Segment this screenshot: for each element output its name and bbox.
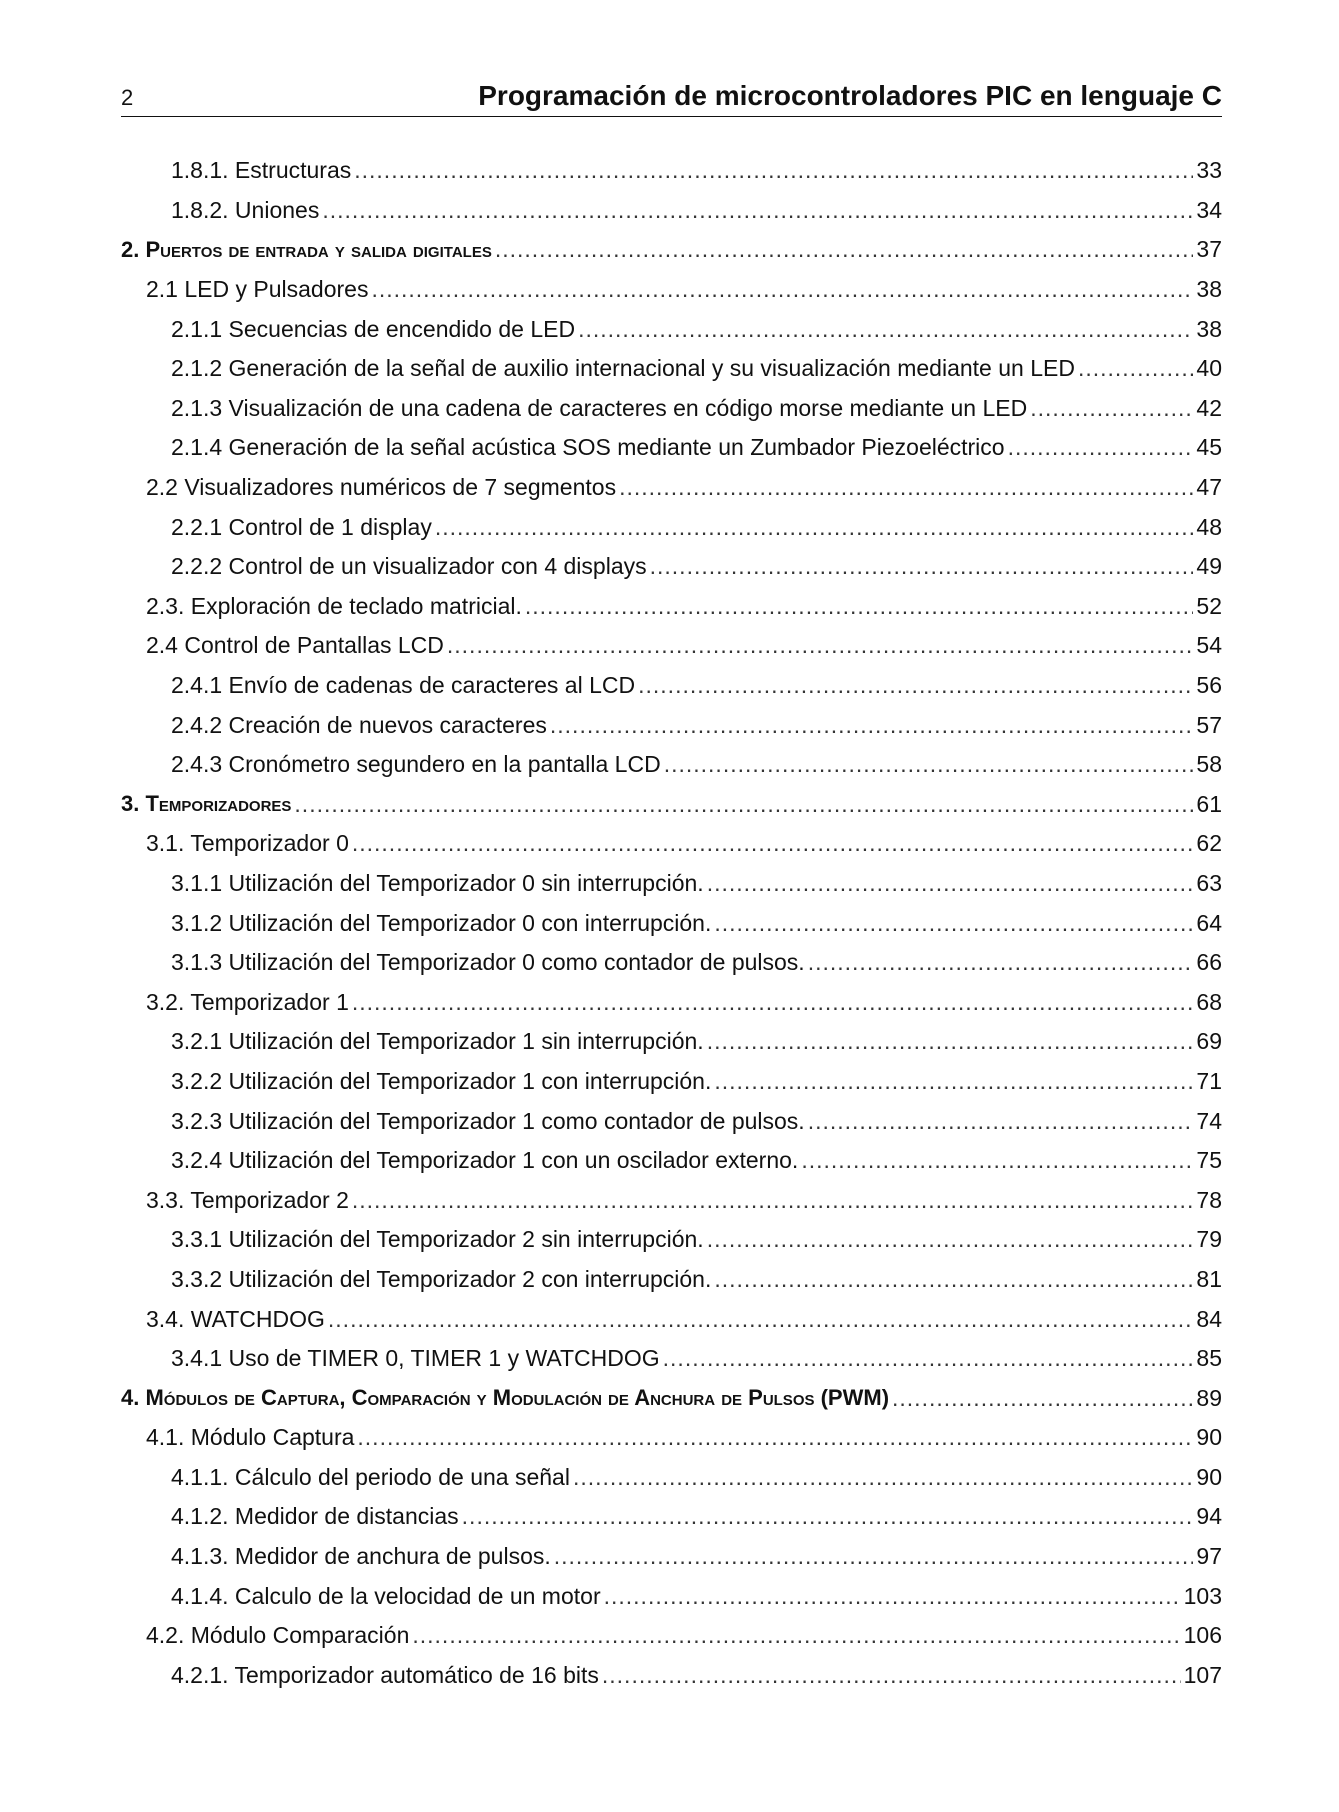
toc-entry-title: 3.2.2 Utilización del Temporizador 1 con interrupción. <box>171 1067 712 1094</box>
dot-leader <box>371 276 1193 303</box>
toc-entry[interactable] <box>121 824 1222 864</box>
dot-leader <box>578 316 1193 343</box>
toc-entry-title: 4.1.4. Calculo de la velocidad de un motor <box>171 1582 601 1609</box>
toc-entry-page: 81 <box>1196 1265 1222 1292</box>
toc-entry-page: 64 <box>1196 909 1222 936</box>
dot-leader <box>663 1345 1194 1372</box>
toc-entry[interactable] <box>121 1022 1222 1062</box>
toc-entry[interactable] <box>121 349 1222 389</box>
toc-entry-title: 4.1.2. Medidor de distancias <box>171 1503 459 1530</box>
dot-leader <box>892 1385 1193 1412</box>
toc-entry-title: 1.8.2. Uniones <box>171 196 320 223</box>
toc-entry[interactable] <box>121 1260 1222 1300</box>
toc-entry[interactable] <box>121 309 1222 349</box>
toc-entry[interactable] <box>121 547 1222 587</box>
toc-entry-title: 3.2. Temporizador 1 <box>146 988 349 1015</box>
toc-entry-title: 2.4.2 Creación de nuevos caracteres <box>171 711 547 738</box>
dot-leader <box>1078 355 1193 382</box>
toc-entry-page: 103 <box>1183 1582 1222 1609</box>
toc-entry[interactable] <box>121 1656 1222 1696</box>
dot-leader <box>352 989 1194 1016</box>
toc-entry[interactable] <box>121 507 1222 547</box>
toc-entry[interactable] <box>121 1616 1222 1656</box>
table-of-contents <box>121 151 1222 1695</box>
dot-leader <box>322 197 1193 224</box>
toc-entry-page: 62 <box>1196 830 1222 857</box>
toc-entry[interactable] <box>121 1418 1222 1458</box>
toc-entry[interactable] <box>121 428 1222 468</box>
toc-entry-page: 75 <box>1196 1147 1222 1174</box>
dot-leader <box>1030 395 1193 422</box>
toc-entry-page: 69 <box>1196 1028 1222 1055</box>
toc-entry-title: 4.1.3. Medidor de anchura de pulsos. <box>171 1543 551 1570</box>
toc-entry[interactable] <box>121 191 1222 231</box>
toc-entry-page: 52 <box>1196 592 1222 619</box>
dot-leader <box>714 910 1193 937</box>
dot-leader <box>573 1464 1193 1491</box>
toc-entry-title: 4.1.1. Cálculo del periodo de una señal <box>171 1463 570 1490</box>
toc-entry-title: 3.1.2 Utilización del Temporizador 0 con interrupción. <box>171 909 712 936</box>
toc-entry-page: 49 <box>1196 553 1222 580</box>
dot-leader <box>495 236 1194 263</box>
dot-leader <box>604 1583 1181 1610</box>
toc-entry-page: 84 <box>1196 1305 1222 1332</box>
toc-entry-page: 34 <box>1196 196 1222 223</box>
toc-entry-title: 3.1.3 Utilización del Temporizador 0 como contador de pulsos. <box>171 949 805 976</box>
toc-entry-page: 37 <box>1196 236 1222 263</box>
toc-entry-page: 90 <box>1196 1424 1222 1451</box>
toc-entry-title: 2.1.1 Secuencias de encendido de LED <box>171 315 576 342</box>
toc-entry-page: 48 <box>1196 513 1222 540</box>
toc-entry-title: 3.1. Temporizador 0 <box>146 830 349 857</box>
dot-leader <box>462 1503 1194 1530</box>
toc-entry[interactable] <box>121 1497 1222 1537</box>
toc-entry-title: 3.3.1 Utilización del Temporizador 2 sin interrupción. <box>171 1226 704 1253</box>
toc-entry-page: 38 <box>1196 276 1222 303</box>
toc-entry[interactable] <box>121 1458 1222 1498</box>
dot-leader <box>550 712 1194 739</box>
toc-entry-page: 54 <box>1196 632 1222 659</box>
toc-entry-title: 2.1.2 Generación de la señal de auxilio internacional y su visualización mediante un LED <box>171 355 1075 382</box>
toc-entry-title: 2.4.3 Cronómetro segundero en la pantalla LCD <box>171 751 661 778</box>
dot-leader <box>808 949 1194 976</box>
dot-leader <box>352 830 1194 857</box>
dot-leader <box>1008 434 1194 461</box>
toc-entry-title: 2.1.4 Generación de la señal acústica SOS mediante un Zumbador Piezoeléctrico <box>171 434 1005 461</box>
toc-entry-page: 40 <box>1196 355 1222 382</box>
toc-entry-page: 78 <box>1196 1186 1222 1213</box>
toc-entry-page: 45 <box>1196 434 1222 461</box>
dot-leader <box>619 474 1193 501</box>
toc-entry-title: 4.2.1. Temporizador automático de 16 bits <box>171 1661 599 1688</box>
toc-entry-title: 2.2.2 Control de un visualizador con 4 displays <box>171 553 647 580</box>
toc-entry[interactable] <box>121 666 1222 706</box>
toc-entry-page: 63 <box>1196 869 1222 896</box>
page-header <box>121 78 1222 117</box>
toc-entry[interactable] <box>121 151 1222 191</box>
dot-leader <box>801 1147 1193 1174</box>
toc-entry[interactable] <box>121 1180 1222 1220</box>
toc-entry-page: 38 <box>1196 315 1222 342</box>
toc-entry-page: 42 <box>1196 394 1222 421</box>
toc-entry[interactable] <box>121 943 1222 983</box>
toc-entry-title: 1.8.1. Estructuras <box>171 157 352 184</box>
dot-leader <box>354 157 1193 184</box>
toc-entry[interactable] <box>121 1339 1222 1379</box>
toc-entry-page: 89 <box>1196 1384 1222 1411</box>
dot-leader <box>664 751 1194 778</box>
toc-entry-title: 3.2.3 Utilización del Temporizador 1 como contador de pulsos. <box>171 1107 805 1134</box>
dot-leader <box>352 1187 1194 1214</box>
dot-leader <box>707 870 1194 897</box>
toc-entry[interactable] <box>121 705 1222 745</box>
toc-entry-title: 3.1.1 Utilización del Temporizador 0 sin interrupción. <box>171 869 704 896</box>
toc-entry-title: 3.4.1 Uso de TIMER 0, TIMER 1 y WATCHDOG <box>171 1345 660 1372</box>
toc-entry-title: 2.4 Control de Pantallas LCD <box>146 632 444 659</box>
toc-entry[interactable] <box>121 1537 1222 1577</box>
dot-leader <box>294 791 1193 818</box>
toc-entry-page: 57 <box>1196 711 1222 738</box>
book-title: Programación de microcontroladores PIC en lenguaje C <box>478 80 1222 111</box>
toc-entry-title: 3. Temporizadores <box>121 791 292 817</box>
dot-leader <box>714 1068 1193 1095</box>
toc-entry-title: 4. Módulos de Captura, Comparación y Modulación de Anchura de Pulsos (PWM) <box>121 1385 890 1411</box>
toc-entry-page: 74 <box>1196 1107 1222 1134</box>
toc-entry-title: 2.2 Visualizadores numéricos de 7 segmentos <box>146 474 617 501</box>
toc-entry-title: 2.4.1 Envío de cadenas de caracteres al LCD <box>171 672 636 699</box>
dot-leader <box>808 1108 1194 1135</box>
dot-leader <box>412 1622 1180 1649</box>
toc-entry[interactable] <box>121 1378 1222 1418</box>
toc-entry[interactable] <box>121 389 1222 429</box>
toc-entry-title: 2.1 LED y Pulsadores <box>146 276 369 303</box>
dot-leader <box>714 1266 1193 1293</box>
toc-entry-page: 85 <box>1196 1345 1222 1372</box>
toc-entry[interactable] <box>121 1141 1222 1181</box>
toc-entry-page: 94 <box>1196 1503 1222 1530</box>
page-number: 2 <box>121 85 134 110</box>
toc-entry[interactable] <box>121 982 1222 1022</box>
toc-entry[interactable] <box>121 1062 1222 1102</box>
toc-entry-page: 71 <box>1196 1067 1222 1094</box>
toc-entry[interactable] <box>121 1220 1222 1260</box>
dot-leader <box>328 1306 1194 1333</box>
dot-leader <box>638 672 1193 699</box>
toc-entry[interactable] <box>121 270 1222 310</box>
toc-entry[interactable] <box>121 903 1222 943</box>
dot-leader <box>650 553 1194 580</box>
toc-entry-page: 97 <box>1196 1543 1222 1570</box>
toc-entry[interactable] <box>121 626 1222 666</box>
toc-entry[interactable] <box>121 1299 1222 1339</box>
toc-entry[interactable] <box>121 864 1222 904</box>
toc-entry-title: 2. Puertos de entrada y salida digitales <box>121 236 492 262</box>
toc-entry-page: 68 <box>1196 988 1222 1015</box>
toc-entry-page: 58 <box>1196 751 1222 778</box>
toc-entry[interactable] <box>121 587 1222 627</box>
toc-entry[interactable] <box>121 230 1222 270</box>
toc-entry-title: 2.2.1 Control de 1 display <box>171 513 432 540</box>
toc-entry-title: 2.1.3 Visualización de una cadena de caracteres en código morse mediante un LED <box>171 394 1028 421</box>
toc-entry-title: 3.2.1 Utilización del Temporizador 1 sin interrupción. <box>171 1028 704 1055</box>
toc-entry-page: 107 <box>1183 1661 1222 1688</box>
dot-leader <box>554 1543 1194 1570</box>
toc-entry[interactable] <box>121 745 1222 785</box>
toc-entry-title: 4.2. Módulo Comparación <box>146 1622 410 1649</box>
toc-entry-page: 47 <box>1196 474 1222 501</box>
toc-entry[interactable] <box>121 785 1222 825</box>
dot-leader <box>707 1226 1194 1253</box>
toc-entry-title: 3.3.2 Utilización del Temporizador 2 con interrupción. <box>171 1265 712 1292</box>
toc-entry-page: 79 <box>1196 1226 1222 1253</box>
dot-leader <box>435 514 1194 541</box>
toc-entry[interactable] <box>121 1101 1222 1141</box>
toc-entry-title: 3.4. WATCHDOG <box>146 1305 325 1332</box>
toc-entry-page: 106 <box>1183 1622 1222 1649</box>
toc-entry[interactable] <box>121 1576 1222 1616</box>
toc-entry[interactable] <box>121 468 1222 508</box>
toc-entry-title: 4.1. Módulo Captura <box>146 1424 355 1451</box>
toc-entry-page: 66 <box>1196 949 1222 976</box>
dot-leader <box>707 1028 1194 1055</box>
toc-entry-title: 3.2.4 Utilización del Temporizador 1 con un oscilador externo. <box>171 1147 799 1174</box>
dot-leader <box>525 593 1194 620</box>
toc-entry-title: 3.3. Temporizador 2 <box>146 1186 349 1213</box>
dot-leader <box>447 632 1194 659</box>
toc-entry-page: 33 <box>1196 157 1222 184</box>
dot-leader <box>602 1662 1181 1689</box>
toc-entry-page: 90 <box>1196 1463 1222 1490</box>
toc-entry-page: 56 <box>1196 672 1222 699</box>
toc-entry-title: 2.3. Exploración de teclado matricial. <box>146 592 522 619</box>
dot-leader <box>357 1424 1193 1451</box>
toc-entry-page: 61 <box>1196 790 1222 817</box>
